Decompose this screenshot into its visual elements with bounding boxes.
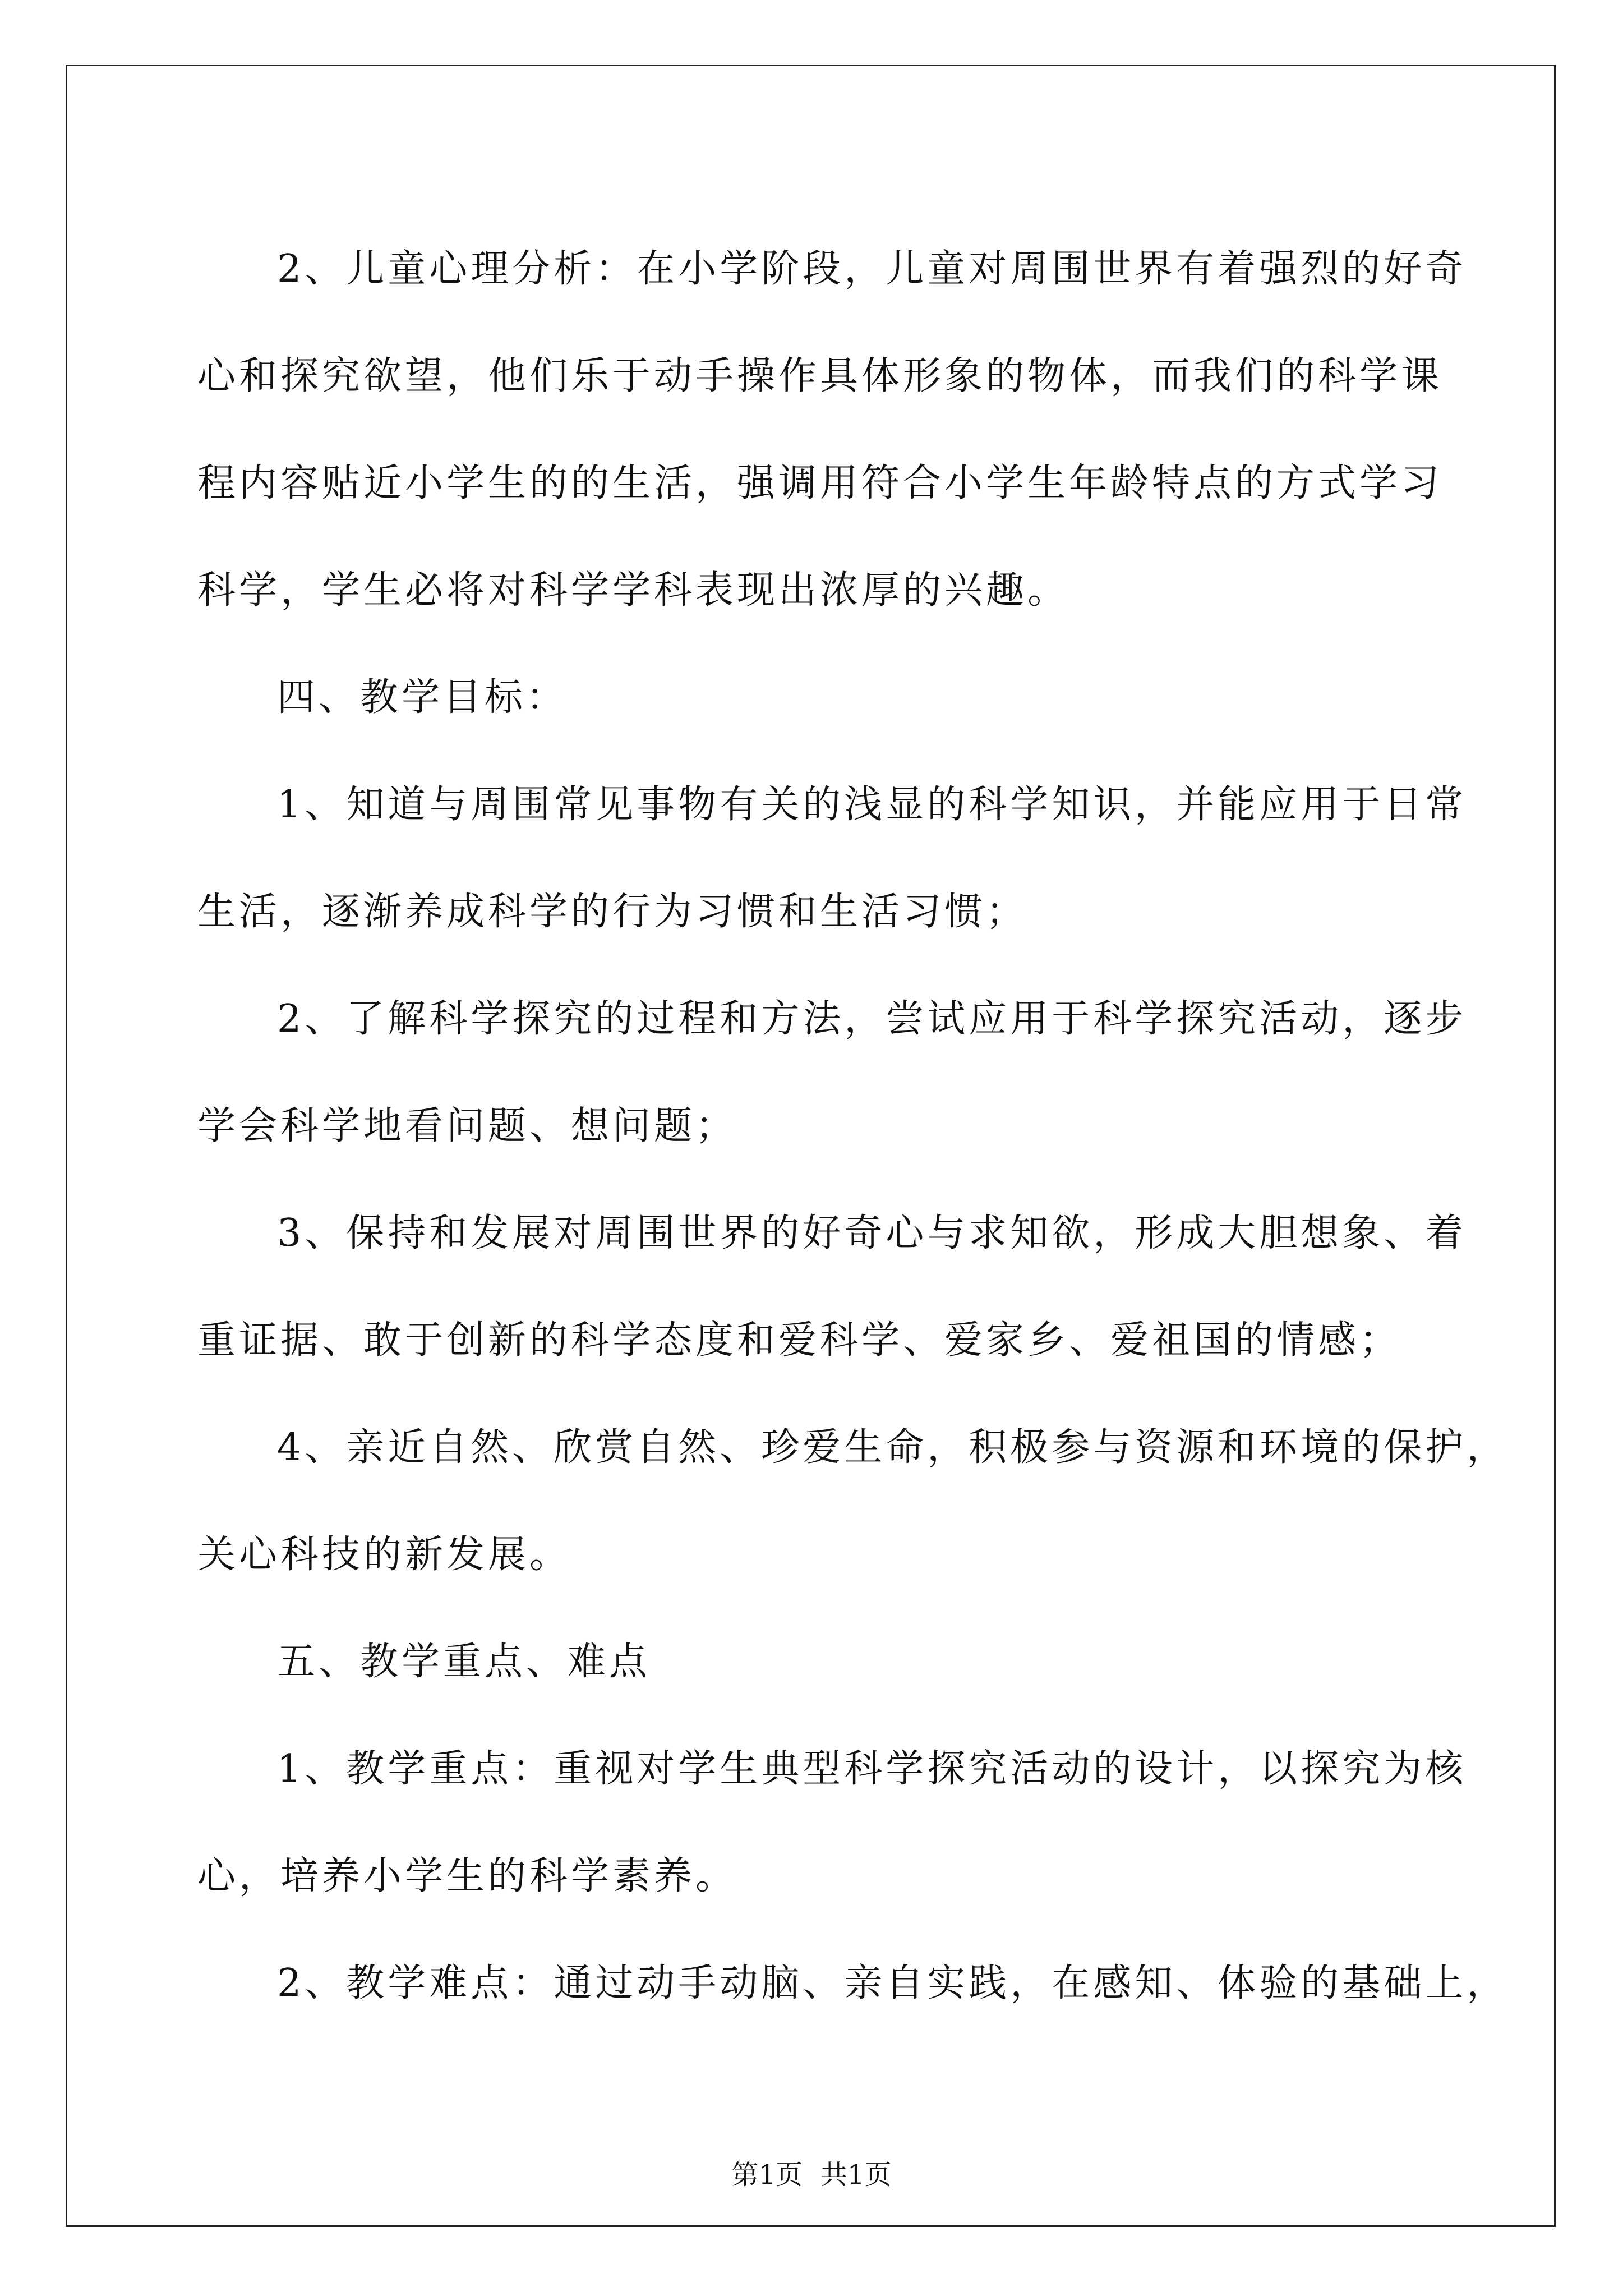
section-heading: 四、教学目标： bbox=[277, 675, 568, 720]
text-line: 2、儿童心理分析：在小学阶段，儿童对周围世界有着强烈的好奇 bbox=[277, 247, 1467, 291]
text-line: 3、保持和发展对周围世界的好奇心与求知欲，形成大胆想象、着 bbox=[277, 1211, 1467, 1255]
text-line: 重证据、敢于创新的科学态度和爱科学、爱家乡、爱祖国的情感； bbox=[197, 1318, 1401, 1363]
text-line: 2、了解科学探究的过程和方法，尝试应用于科学探究活动，逐步 bbox=[277, 997, 1467, 1041]
text-line: 1、知道与周围常见事物有关的浅显的科学知识，并能应用于日常 bbox=[277, 783, 1467, 827]
section-heading: 五、教学重点、难点 bbox=[277, 1640, 651, 1684]
page-total: 共1页 bbox=[820, 2159, 892, 2191]
text-line: 关心科技的新发展。 bbox=[197, 1533, 571, 1577]
text-line: 2、教学难点：通过动手动脑、亲自实践，在感知、体验的基础上， bbox=[277, 1961, 1509, 2005]
text-line: 4、亲近自然、欣赏自然、珍爱生命，积极参与资源和环境的保护， bbox=[277, 1425, 1509, 1470]
text-line: 生活，逐渐养成科学的行为习惯和生活习惯； bbox=[197, 890, 1028, 934]
document-body bbox=[197, 215, 1509, 2037]
text-line: 心和探究欲望，他们乐于动手操作具体形象的物体，而我们的科学课 bbox=[197, 354, 1443, 398]
page-footer bbox=[0, 2153, 1623, 2192]
text-line: 心，培养小学生的科学素养。 bbox=[197, 1854, 737, 1898]
text-line: 学会科学地看问题、想问题； bbox=[197, 1104, 737, 1148]
text-line: 程内容贴近小学生的的生活，强调用符合小学生年龄特点的方式学习 bbox=[197, 461, 1443, 505]
text-line: 科学，学生必将对科学学科表现出浓厚的兴趣。 bbox=[197, 568, 1069, 613]
page-number: 第1页 bbox=[731, 2159, 803, 2191]
text-line: 1、教学重点：重视对学生典型科学探究活动的设计，以探究为核 bbox=[277, 1747, 1467, 1791]
